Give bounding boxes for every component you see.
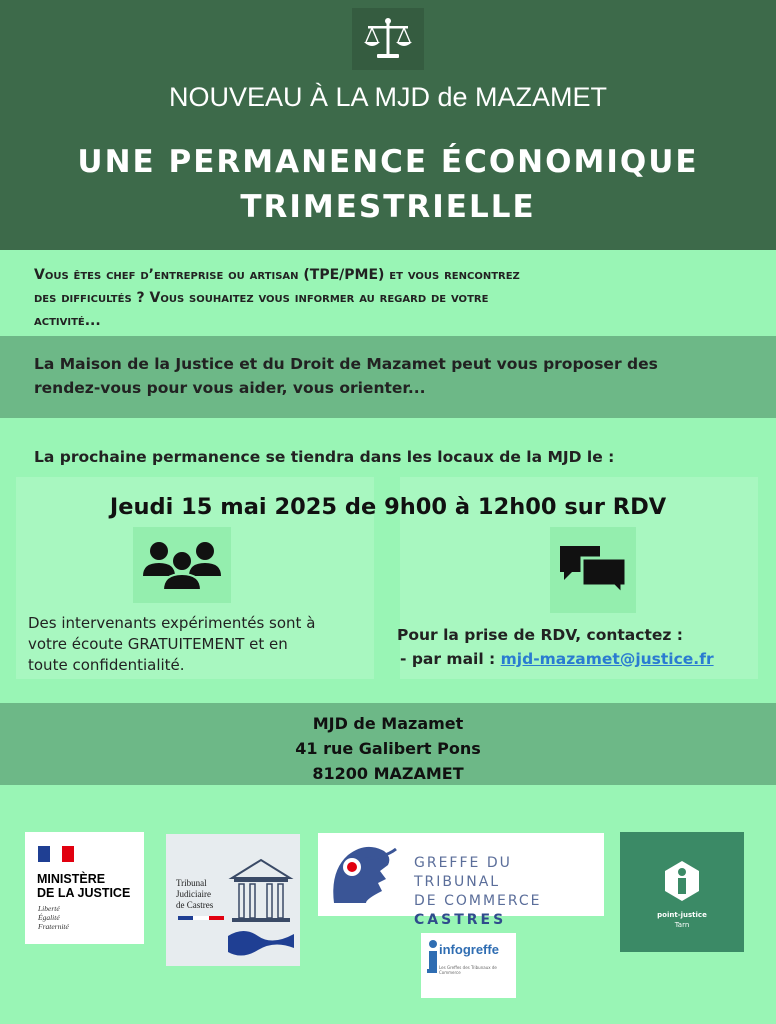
tribunal-line3: de Castres [176, 900, 214, 910]
infogreffe-name: infogreffe [439, 942, 499, 957]
tribunal-judiciaire-logo [166, 834, 300, 966]
people-group-icon [133, 527, 231, 603]
marianne-profile-icon [326, 841, 402, 909]
greffe-line2: DE COMMERCE [414, 893, 542, 909]
address-name: MJD de Mazamet [312, 714, 464, 733]
point-justice-line1: point-justice [657, 911, 707, 919]
email-link[interactable]: mjd-mazamet@justice.fr [500, 650, 714, 668]
experts-line3: toute confidentialité. [28, 656, 185, 674]
page-title-line2: TRIMESTRIELLE [240, 189, 536, 225]
header-banner [0, 0, 776, 250]
tribunal-line2: Judiciaire [176, 889, 211, 899]
tribunal-line1: Tribunal [176, 878, 207, 888]
greffe-line3: CASTRES [414, 912, 507, 928]
event-date: Jeudi 15 mai 2025 de 9h00 à 12h00 sur RDV [109, 494, 667, 520]
experts-description [28, 613, 358, 676]
point-justice-line2: Tarn [674, 921, 690, 929]
offer-line2: rendez-vous pour vous aider, vous orienter... [34, 379, 426, 397]
greffe-commerce-logo [318, 833, 604, 928]
contact-heading: Pour la prise de RDV, contactez : [397, 626, 683, 644]
devise-3: Fraternité [38, 922, 69, 931]
ministere-line1: MINISTÈRE [37, 872, 106, 886]
page-title-line1: UNE PERMANENCE ÉCONOMIQUE [77, 144, 699, 180]
point-justice-logo [620, 832, 744, 952]
devise-1: Liberté [38, 904, 60, 913]
chat-bubbles-icon [550, 527, 636, 613]
offer-line1: La Maison de la Justice et du Droit de Mazamet peut vous proposer des [34, 355, 658, 373]
republic-marianne-icon [38, 846, 74, 862]
address-city: 81200 MAZAMET [312, 764, 464, 783]
tricolor-stripe [178, 916, 224, 920]
devise-2: Égalité [38, 913, 60, 922]
offer-section [0, 336, 776, 418]
announcement-heading: NOUVEAU À LA MJD de MAZAMET [168, 82, 608, 112]
address-section [0, 703, 776, 785]
intro-section [0, 250, 776, 336]
ministere-line2: DE LA JUSTICE [37, 886, 131, 900]
greffe-line1: GREFFE DU TRIBUNAL [414, 855, 512, 890]
intro-line1: Vous êtes chef d’entreprise ou artisan (TPE/PME) et vous rencontrez [34, 267, 520, 283]
next-session-text: La prochaine permanence se tiendra dans les locaux de la MJD le : [34, 448, 615, 466]
intro-line2: des difficultés ? Vous souhaitez vous informer au regard de votre [34, 290, 489, 306]
balance-scale-icon [352, 8, 424, 70]
contact-info [397, 623, 757, 671]
infogreffe-logo [421, 933, 516, 998]
ministere-justice-logo [25, 832, 144, 944]
experts-line1: Des intervenants expérimentés sont à [28, 614, 316, 632]
contact-mail-line [397, 647, 757, 671]
intro-line3: activité... [34, 313, 101, 329]
courthouse-icon [228, 856, 294, 960]
page-title [0, 140, 776, 230]
point-justice-i-icon [663, 860, 701, 902]
infogreffe-sub: Les Greffes des Tribunaux de Commerce [439, 965, 497, 975]
experts-line2: votre écoute GRATUITEMENT et en [28, 635, 288, 653]
address-street: 41 rue Galibert Pons [295, 739, 481, 758]
contact-mail-prefix: - par mail : [400, 650, 501, 668]
